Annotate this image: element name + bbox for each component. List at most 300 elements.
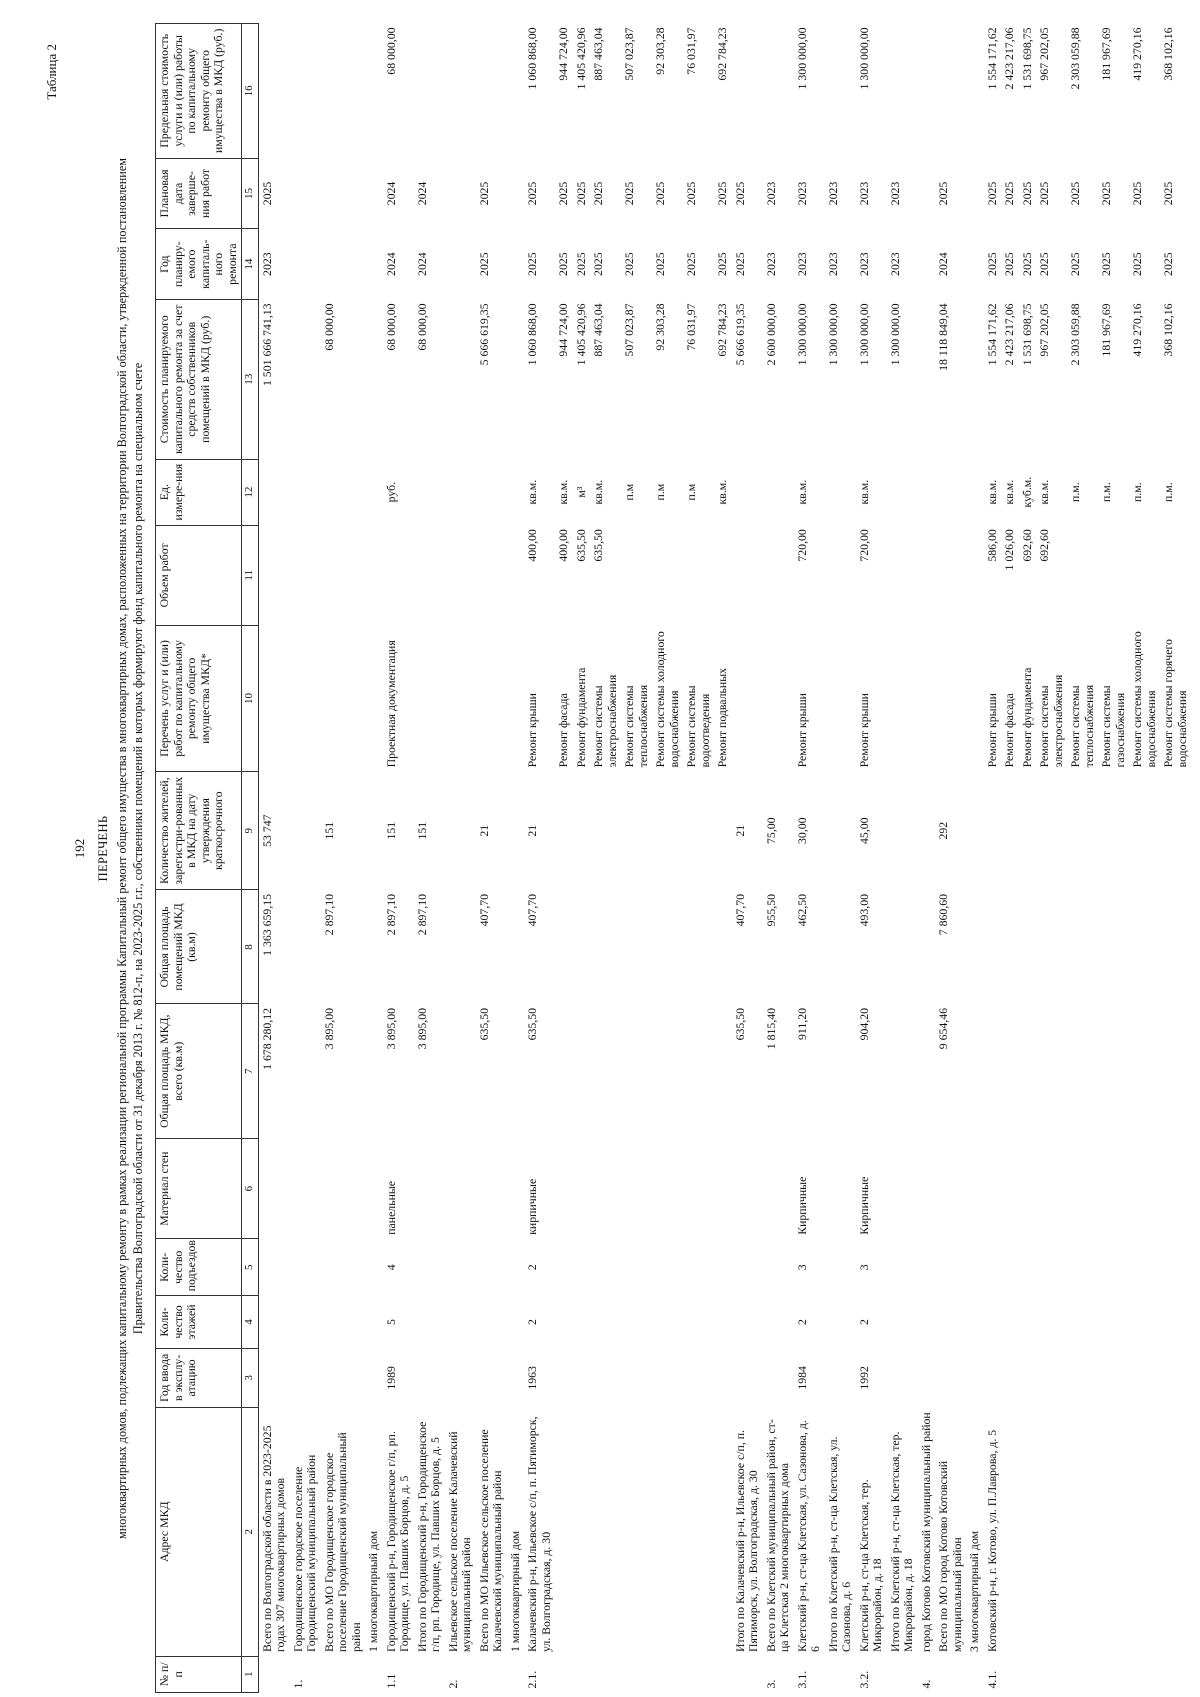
table-row	[621, 24, 652, 1693]
table-cell-col-16	[290, 24, 321, 159]
table-cell-col-14: 2025	[732, 252, 747, 276]
table-cell-col-7: 3 895,00	[414, 1007, 429, 1050]
column-number: 3	[242, 1348, 259, 1407]
table-cell-col-5	[1160, 1239, 1191, 1296]
table-row	[1160, 24, 1191, 1693]
table-cell-col-2	[1160, 1408, 1191, 1657]
table-cell-col-2	[683, 1408, 714, 1657]
table-cell-col-13: 507 023,87	[622, 303, 636, 357]
table-cell-col-1	[365, 1656, 383, 1692]
table-cell-col-4	[1160, 1296, 1191, 1348]
table-cell-col-11: 400,00	[556, 529, 570, 562]
table-cell-col-13: 1 300 000,00	[887, 303, 902, 366]
table-cell-col-9	[683, 771, 714, 890]
table-cell-col-15	[321, 158, 366, 229]
table-cell-col-5	[445, 1239, 476, 1296]
table-body	[258, 24, 1191, 1693]
table-cell-col-16: 944 724,00	[556, 27, 570, 81]
table-cell-col-8	[966, 890, 984, 1004]
table-cell-col-2: город Котово Котовский муниципальный район	[918, 1412, 933, 1653]
table-cell-col-8	[714, 890, 732, 1004]
table-cell-col-2: Итого по Калачевский р-н, Ильевское с/п, п. Пятиморск, ул. Волгоградская, д. 30	[732, 1429, 760, 1653]
table-row	[1067, 24, 1098, 1693]
table-cell-col-5: 2	[525, 1264, 539, 1271]
table-cell-col-5	[1019, 1239, 1037, 1296]
repair-list-table	[155, 23, 1191, 1693]
table-cell-col-14: 2025	[622, 252, 636, 276]
table-cell-col-3	[984, 1348, 1002, 1407]
table-cell-col-16: 1 531 698,75	[1019, 27, 1034, 90]
table-cell-col-10	[365, 625, 383, 771]
table-cell-col-14	[966, 229, 984, 300]
table-cell-col-4	[1019, 1296, 1037, 1348]
table-cell-col-5	[714, 1239, 732, 1296]
table-cell-col-5	[1067, 1239, 1098, 1296]
table-cell-col-13	[918, 299, 936, 459]
table-row	[918, 24, 936, 1693]
table-cell-col-15	[290, 158, 321, 229]
column-number: 11	[242, 525, 259, 625]
table-cell-col-14: 2025	[1019, 252, 1034, 276]
column-number: 9	[242, 771, 259, 890]
table-cell-col-10	[476, 625, 507, 771]
table-cell-col-13: 1 405 420,96	[573, 303, 588, 366]
table-cell-col-3	[573, 1348, 591, 1407]
table-cell-col-2	[1067, 1408, 1098, 1657]
table-cell-col-1	[887, 1656, 918, 1692]
table-cell-col-6	[1160, 1138, 1191, 1238]
table-cell-col-1	[966, 1656, 984, 1692]
table-row	[321, 24, 366, 1693]
header-cell: Общая площадь помещений МКД (кв.м)	[156, 890, 242, 1004]
table-cell-col-13: 419 270,16	[1130, 303, 1144, 357]
table-cell-col-5	[966, 1239, 984, 1296]
table-cell-col-4	[935, 1296, 966, 1348]
table-cell-col-9: 151	[321, 821, 336, 840]
table-cell-col-3	[321, 1348, 366, 1407]
table-cell-col-16	[966, 24, 984, 159]
table-cell-col-14: 2025	[1037, 252, 1051, 276]
table-cell-col-7: 3 895,00	[383, 1007, 398, 1050]
table-cell-col-7	[652, 1004, 683, 1139]
table-cell-col-8	[683, 890, 714, 1004]
table-cell-col-3	[290, 1348, 321, 1407]
table-row	[794, 24, 825, 1693]
table-cell-col-11	[1067, 525, 1098, 625]
table-cell-col-9	[1160, 771, 1191, 890]
table-cell-col-8: 2 897,10	[321, 893, 336, 936]
table-cell-col-7	[825, 1004, 856, 1139]
column-number: 8	[242, 890, 259, 1004]
table-cell-col-13: 68 000,00	[383, 303, 398, 351]
table-cell-col-14: 2024	[383, 252, 398, 276]
table-cell-col-13: 692 784,23	[715, 303, 729, 357]
table-cell-col-10	[825, 625, 856, 771]
table-row	[507, 24, 525, 1693]
table-cell-col-11	[621, 525, 652, 625]
table-cell-col-15: 2023	[794, 181, 809, 206]
table-cell-col-2: Всего по МО город Котово Котовский муниципальный район	[936, 1460, 964, 1653]
table-cell-col-1	[1067, 1656, 1098, 1692]
table-cell-col-8	[590, 890, 621, 1004]
table-cell-col-16: 92 303,28	[653, 27, 667, 75]
table-cell-col-15: 2025	[936, 181, 950, 206]
table-cell-col-14: 2025	[684, 252, 698, 276]
table-cell-col-12	[763, 459, 794, 525]
table-cell-col-10: Ремонт системы теплоснабжения	[1068, 684, 1096, 768]
table-cell-col-12: кв.м.	[984, 479, 999, 505]
table-cell-col-3	[652, 1348, 683, 1407]
table-cell-col-10: Ремонт крыши	[856, 693, 871, 768]
table-cell-col-16: 887 463,04	[591, 27, 605, 81]
table-cell-col-10: Ремонт системы водоотведения	[684, 685, 712, 768]
table-cell-col-14	[365, 229, 383, 300]
table-cell-col-2	[1129, 1408, 1160, 1657]
table-cell-col-5	[732, 1239, 763, 1296]
table-cell-col-1	[1129, 1656, 1160, 1692]
table-cell-col-12	[476, 459, 507, 525]
table-cell-col-5	[507, 1239, 525, 1296]
table-cell-col-10: Ремонт фундамента	[1019, 667, 1034, 768]
table-cell-col-11	[763, 525, 794, 625]
table-cell-col-16	[935, 24, 966, 159]
table-cell-col-15: 2025	[1037, 181, 1051, 206]
table-cell-col-9	[714, 771, 732, 890]
table-cell-col-13: 181 967,69	[1099, 303, 1113, 357]
table-cell-col-5	[887, 1239, 918, 1296]
table-cell-col-16: 967 202,05	[1037, 27, 1051, 81]
table-cell-col-7	[1001, 1004, 1019, 1139]
table-cell-col-11	[714, 525, 732, 625]
table-cell-col-9	[652, 771, 683, 890]
table-cell-col-12	[258, 459, 290, 525]
table-cell-col-11	[507, 525, 525, 625]
table-cell-col-12	[732, 459, 763, 525]
table-cell-col-6	[590, 1138, 621, 1238]
table-cell-col-6	[887, 1138, 918, 1238]
table-cell-col-10: Проектная документация	[383, 640, 398, 768]
table-cell-col-5	[1001, 1239, 1019, 1296]
table-cell-col-4	[984, 1296, 1002, 1348]
table-cell-col-11: 586,00	[984, 529, 999, 562]
table-cell-col-11: 400,00	[525, 529, 539, 562]
table-cell-col-10: Ремонт системы электроснабжения	[591, 674, 619, 768]
table-cell-col-7: 635,50	[525, 1007, 539, 1041]
table-cell-col-3	[555, 1348, 573, 1407]
table-cell-col-13: 1 060 868,00	[525, 303, 539, 366]
table-cell-col-2	[573, 1408, 591, 1657]
table-cell-col-3: 1992	[856, 1366, 871, 1390]
header-cell: Перечень услуг и (или) работ по капитальному ремонту общего имущества МКД*	[156, 625, 242, 771]
table-cell-col-12	[825, 459, 856, 525]
table-cell-col-9: 292	[936, 821, 950, 840]
table-cell-col-9	[1001, 771, 1019, 890]
table-cell-col-2: Котовский р-н, г. Котово, ул. П.Лаврова, д. 5	[984, 1429, 999, 1653]
column-number: 12	[242, 459, 259, 525]
table-cell-col-3	[763, 1348, 794, 1407]
table-cell-col-12: п.м.	[1130, 482, 1144, 502]
table-cell-col-9	[365, 771, 383, 890]
table-cell-col-5	[1129, 1239, 1160, 1296]
table-cell-col-8	[1129, 890, 1160, 1004]
table-cell-col-3	[825, 1348, 856, 1407]
table-cell-col-9: 75,00	[763, 817, 778, 844]
table-cell-col-13	[290, 299, 321, 459]
table-cell-col-14: 2024	[936, 252, 950, 276]
table-cell-col-13: 76 031,97	[684, 303, 698, 351]
table-cell-col-1	[683, 1656, 714, 1692]
table-cell-col-3	[590, 1348, 621, 1407]
table-cell-col-6	[414, 1138, 445, 1238]
table-cell-col-11: 1 026,00	[1002, 529, 1016, 571]
table-cell-col-15: 2024	[414, 181, 429, 206]
header-cell: Адрес МКД	[156, 1408, 242, 1657]
table-cell-col-12: п.м	[684, 483, 698, 501]
table-cell-col-8	[555, 890, 573, 1004]
table-cell-col-2: Итого по Клетский р-н, ст-ца Клетская, ул. Сазонова, д. 6	[825, 1436, 853, 1653]
table-cell-col-3	[258, 1348, 290, 1407]
table-cell-col-6	[445, 1138, 476, 1238]
table-cell-col-10: Ремонт фасада	[556, 693, 570, 768]
table-cell-col-12: кв.м.	[715, 479, 729, 505]
table-cell-col-7: 635,50	[476, 1007, 491, 1041]
table-cell-col-10	[414, 625, 445, 771]
table-cell-col-12: кв.м.	[556, 479, 570, 505]
table-cell-col-3	[1036, 1348, 1067, 1407]
table-cell-col-10: Ремонт крыши	[984, 693, 999, 768]
table-cell-col-11	[445, 525, 476, 625]
table-cell-col-2	[621, 1408, 652, 1657]
table-cell-col-4	[825, 1296, 856, 1348]
table-cell-col-12: п.м	[622, 483, 636, 501]
table-cell-col-7: 3 895,00	[321, 1007, 336, 1050]
table-cell-col-11	[935, 525, 966, 625]
table-cell-col-6	[732, 1138, 763, 1238]
table-cell-col-4	[714, 1296, 732, 1348]
table-cell-col-7	[887, 1004, 918, 1139]
table-cell-col-15	[365, 158, 383, 229]
table-cell-col-3	[1019, 1348, 1037, 1407]
table-cell-col-10: Ремонт крыши	[794, 693, 809, 768]
table-cell-col-13	[445, 299, 476, 459]
table-cell-col-8: 407,70	[525, 893, 539, 927]
table-cell-col-16	[918, 24, 936, 159]
table-header	[156, 24, 259, 1693]
table-cell-col-2: Итого по Городищенский р-н, Городищенское г/п, рп. Городище, ул. Павших Борцов, д. 5	[414, 1421, 442, 1653]
table-cell-col-11	[365, 525, 383, 625]
table-cell-col-11	[1129, 525, 1160, 625]
table-row	[1098, 24, 1129, 1693]
table-cell-col-2	[590, 1408, 621, 1657]
table-cell-col-6	[1036, 1138, 1067, 1238]
table-cell-col-2	[1036, 1408, 1067, 1657]
table-cell-col-7	[445, 1004, 476, 1139]
table-cell-col-2: Калачевский р-н, Ильевское с/п, п. Пятиморск, ул. Волгоградская, д. 30	[525, 1416, 553, 1653]
table-cell-col-4	[1001, 1296, 1019, 1348]
table-cell-col-1	[732, 1656, 763, 1692]
table-cell-col-9: 151	[383, 821, 398, 840]
table-cell-col-11	[683, 525, 714, 625]
table-cell-col-3	[1067, 1348, 1098, 1407]
table-cell-col-6	[1019, 1138, 1037, 1238]
table-cell-col-1: 1.1	[383, 1673, 398, 1689]
table-cell-col-1	[590, 1656, 621, 1692]
table-cell-col-12: куб.м.	[1019, 476, 1034, 508]
table-cell-col-14: 2023	[794, 252, 809, 276]
table-cell-col-1	[573, 1656, 591, 1692]
table-cell-col-12: п.м.	[1161, 482, 1175, 502]
table-cell-col-7	[290, 1004, 321, 1139]
table-cell-col-14: 2023	[825, 252, 840, 276]
table-cell-col-6	[1098, 1138, 1129, 1238]
table-cell-col-8: 407,70	[476, 893, 491, 927]
table-cell-col-15: 2024	[383, 181, 398, 206]
table-cell-col-11: 720,00	[856, 529, 871, 562]
table-cell-col-7: 9 654,46	[936, 1007, 950, 1050]
table-cell-col-4	[590, 1296, 621, 1348]
table-cell-col-14: 2024	[414, 252, 429, 276]
table-cell-col-4	[732, 1296, 763, 1348]
table-cell-col-1	[258, 1656, 290, 1692]
table-row	[1036, 24, 1067, 1693]
table-cell-col-15: 2025	[591, 181, 605, 206]
table-cell-col-7	[1160, 1004, 1191, 1139]
table-cell-col-6	[321, 1138, 366, 1238]
table-cell-col-4	[573, 1296, 591, 1348]
table-cell-col-14: 2023	[887, 252, 902, 276]
table-row	[590, 24, 621, 1693]
table-cell-col-14	[918, 229, 936, 300]
table-cell-col-12: кв.м.	[1002, 479, 1016, 505]
table-cell-col-4	[1129, 1296, 1160, 1348]
table-cell-col-11	[825, 525, 856, 625]
table-cell-col-7	[365, 1004, 383, 1139]
table-cell-col-14: 2025	[476, 252, 491, 276]
table-cell-col-3	[1129, 1348, 1160, 1407]
table-cell-col-11: 635,50	[573, 529, 588, 562]
table-cell-col-15: 2025	[556, 181, 570, 206]
table-cell-col-16: 1 405 420,96	[573, 27, 588, 90]
table-row	[984, 24, 1002, 1693]
table-cell-col-6	[290, 1138, 321, 1238]
table-row	[476, 24, 507, 1693]
table-row	[966, 24, 984, 1693]
column-number: 2	[242, 1408, 259, 1657]
table-cell-col-2: Ильевское сельское поселение Калачевский муниципальный район	[445, 1431, 473, 1653]
table-cell-col-14: 2025	[984, 252, 999, 276]
table-cell-col-5	[590, 1239, 621, 1296]
table-cell-col-4: 2	[856, 1319, 871, 1325]
header-cell: Материал стен	[156, 1138, 242, 1238]
header-cell: Предельная стоимость услуги и (или) работы по капитальному ремонту общего имущества в МКД (руб.)	[156, 24, 242, 159]
table-cell-col-12: кв.м.	[1037, 479, 1051, 505]
table-cell-col-11: 692,60	[1037, 529, 1051, 562]
table-cell-col-16	[445, 24, 476, 159]
table-cell-col-9	[621, 771, 652, 890]
table-cell-col-4	[652, 1296, 683, 1348]
table-cell-col-13: 1 300 000,00	[794, 303, 809, 366]
table-cell-col-2	[555, 1408, 573, 1657]
table-cell-col-14: 2025	[715, 252, 729, 276]
table-cell-col-6	[1129, 1138, 1160, 1238]
header-cell: Год планиру-емого капиталь-ного ремонта	[156, 229, 242, 300]
table-cell-col-14: 2023	[259, 252, 274, 276]
table-cell-col-8	[1036, 890, 1067, 1004]
table-cell-col-4	[763, 1296, 794, 1348]
table-cell-col-1	[555, 1656, 573, 1692]
table-cell-col-15: 2025	[732, 181, 747, 206]
table-cell-col-15: 2025	[653, 181, 667, 206]
document-subtitle: многоквартирных домов, подлежащих капитальному ремонту в рамках реализации региональной программы Капитальный ремонт общего имущества в многоквартирных домах, расположенных на территории Волгоградской области, утвержденной постановлением Правительства Волгоградской области от 31 декабря 2013 г. № 812-п, на 2023-2025 г.г., собственники помещений в которых формируют фонд капитального ремонта на специальном счете	[115, 158, 145, 1539]
table-cell-col-9	[918, 771, 936, 890]
table-cell-col-3	[683, 1348, 714, 1407]
table-cell-col-5	[1098, 1239, 1129, 1296]
table-cell-col-1	[1160, 1656, 1191, 1692]
table-cell-col-3	[732, 1348, 763, 1407]
table-cell-col-2: 1 многоквартирный дом	[366, 1530, 380, 1653]
table-cell-col-7	[1129, 1004, 1160, 1139]
table-cell-col-6	[683, 1138, 714, 1238]
column-number-row	[242, 24, 259, 1693]
table-cell-col-16	[414, 24, 445, 159]
column-number: 10	[242, 625, 259, 771]
table-cell-col-9: 30,00	[794, 817, 809, 844]
table-row	[555, 24, 573, 1693]
table-cell-col-1	[621, 1656, 652, 1692]
table-cell-col-1: 4.1.	[984, 1670, 999, 1689]
table-cell-col-16	[365, 24, 383, 159]
table-cell-col-8: 407,70	[732, 893, 747, 927]
table-cell-col-1	[321, 1656, 366, 1692]
table-cell-col-6	[365, 1138, 383, 1238]
table-cell-col-7: 635,50	[732, 1007, 747, 1041]
table-cell-col-7	[683, 1004, 714, 1139]
table-cell-col-1	[1098, 1656, 1129, 1692]
column-number: 1	[242, 1656, 259, 1692]
table-cell-col-15	[507, 158, 525, 229]
table-cell-col-10: Ремонт системы теплоснабжения	[622, 684, 650, 768]
table-cell-col-10	[918, 625, 936, 771]
table-cell-col-7: 911,20	[794, 1007, 809, 1040]
table-cell-col-15: 2025	[573, 181, 588, 206]
table-cell-col-16: 368 102,16	[1161, 27, 1175, 81]
table-cell-col-13: 2 303 059,88	[1068, 303, 1082, 366]
table-cell-col-4	[321, 1296, 366, 1348]
table-cell-col-13: 68 000,00	[321, 303, 336, 351]
table-cell-col-10: Ремонт системы электроснабжения	[1037, 674, 1065, 768]
table-cell-col-4	[365, 1296, 383, 1348]
table-cell-col-2: Всего по МО Городищенское городское поселение Городищенский муниципальный район	[321, 1432, 363, 1653]
header-cell: Количество жителей, зарегистри-рованных в МКД на дату утверждения краткосрочного	[156, 771, 242, 890]
table-cell-col-13: 1 501 666 741,13	[259, 303, 274, 387]
table-cell-col-16: 419 270,16	[1130, 27, 1144, 81]
table-cell-col-15	[445, 158, 476, 229]
table-cell-col-5: 3	[856, 1264, 871, 1271]
table-row	[856, 24, 887, 1693]
table-cell-col-14: 2025	[1002, 252, 1016, 276]
table-cell-col-8: 955,50	[763, 893, 778, 927]
table-cell-col-6: кирпичные	[525, 1178, 539, 1235]
table-row	[258, 24, 290, 1693]
table-cell-col-8	[1160, 890, 1191, 1004]
table-cell-col-16	[476, 24, 507, 159]
table-cell-col-5	[258, 1239, 290, 1296]
table-cell-col-13	[966, 299, 984, 459]
table-cell-col-14	[507, 229, 525, 300]
table-cell-col-9: 53 747	[259, 814, 274, 847]
column-number: 7	[242, 1004, 259, 1139]
table-cell-col-15: 2023	[763, 181, 778, 206]
